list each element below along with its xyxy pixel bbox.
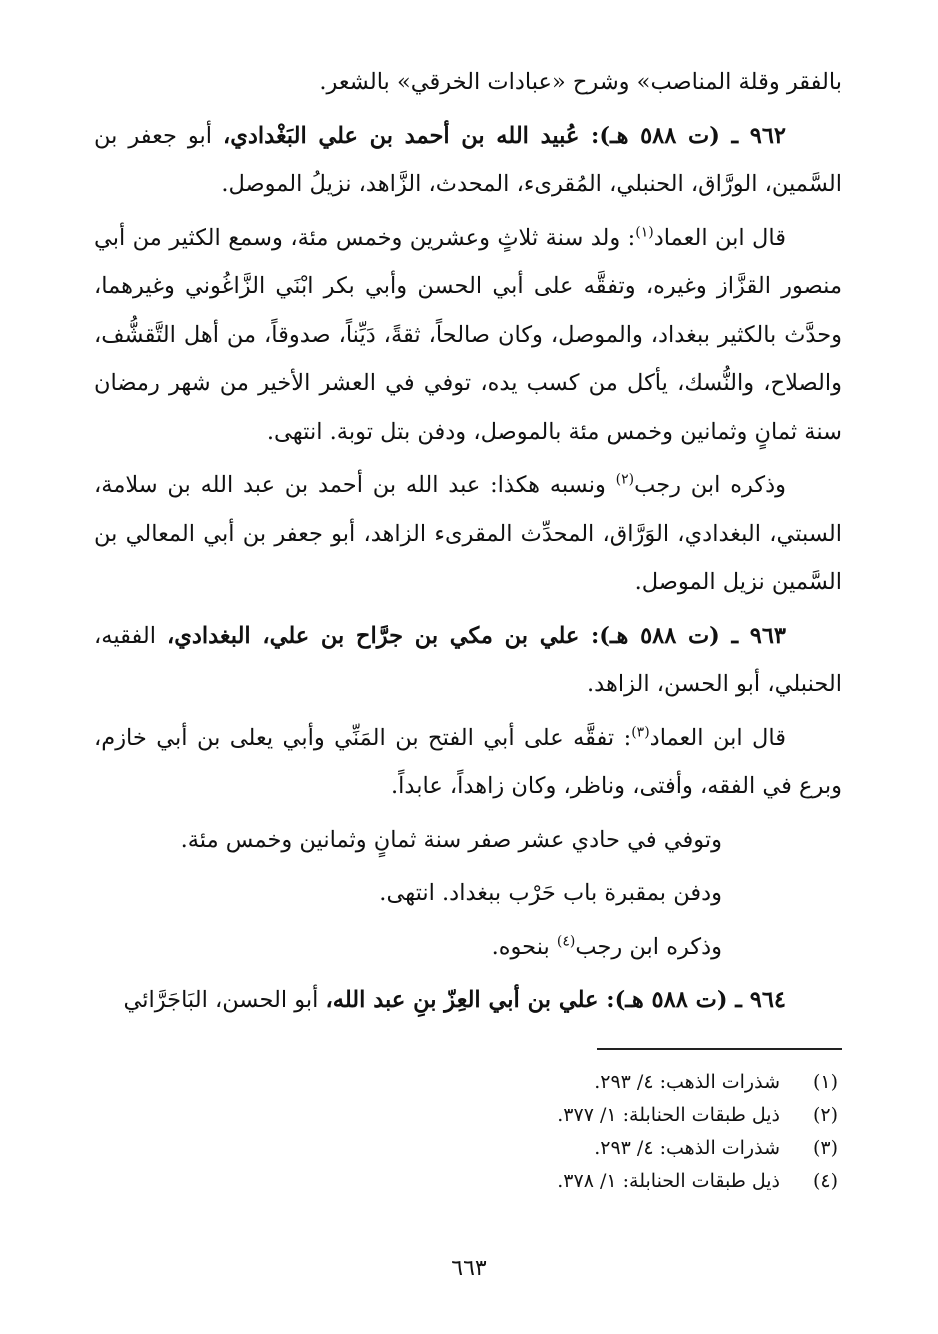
entry-964 — [94, 976, 842, 1025]
footnote-number: (٤) — [812, 1170, 838, 1192]
footnote — [238, 1099, 838, 1132]
footnote — [238, 1132, 838, 1165]
footnote-number: (١) — [812, 1071, 838, 1093]
paragraph-ibn-imad-3: قال ابن العماد$^{(٣)}$: تفقَّه على أبي الفتح بن المَنِّي وأبي يعلى بن أبي خازم، وبرع في الفقه، وأفتى، وناظر، وكان زاهداً، عابداً. — [94, 724, 842, 799]
line-burial: ودفن بمقبرة باب حَرْب ببغداد. انتهى. — [379, 880, 722, 906]
entry-963-heading: ٩٦٣ ـ (ت ٥٨٨ هـ): علي بن مكي بن جرَّاح بن علي، البغدادي، — [166, 622, 786, 649]
footnote-text: ذيل طبقات الحنابلة: ١/ ٣٧٧. — [557, 1104, 780, 1126]
footnote-text: شذرات الذهب: ٤/ ٢٩٣. — [594, 1137, 780, 1159]
footnote-divider — [597, 1048, 842, 1050]
main-text — [94, 58, 842, 1025]
footnote-ref-2: (٢) — [615, 471, 635, 488]
footnote-text: شذرات الذهب: ٤/ ٢٩٣. — [594, 1071, 780, 1093]
entry-964-heading: ٩٦٤ ـ (ت ٥٨٨ هـ): علي بن أبي العِزّ بنِ عبد الله، — [325, 987, 786, 1013]
paragraph-ibn-rajab-4: وذكره ابن رجب$^{(٤)}$ بنحوه. — [491, 933, 722, 960]
footnote-number: (٣) — [812, 1137, 838, 1159]
paragraph-ibn-imad-1: قال ابن العماد$^{(١)}$: ولد سنة ثلاثٍ وعشرين وخمس مئة، وسمع الكثير من أبي منصور القزَّاز وغيره، وتفقَّه على أبي الحسن وأبي بكر ابْنَي الزَّاغُوني وغيرهما، وحدَّث بالكثير ببغداد، والموصل، وكان صالحاً، ثقةً، دَيِّناً، صدوقاً، من أهل التَّقشُّف، والصلاح، والنُّسك، يأكل من كسب يده، توفي في العشر الأخير من شهر رمضان سنة ثمانٍ وثمانين وخمس مئة بالموصل، ودفن بتل توبة. انتهى. — [94, 224, 842, 445]
continuation-line: بالفقر وقلة المناصب» وشرح «عبادات الخرقي» بالشعر. — [319, 69, 842, 95]
footnotes — [238, 1066, 838, 1198]
footnote-ref-1: (١) — [635, 224, 654, 240]
entry-962-heading: ٩٦٢ ـ (ت ٥٨٨ هـ): عُبيد الله بن أحمد بن علي البَغْدادي، — [222, 122, 786, 149]
line-death-date: وتوفي في حادي عشر صفر سنة ثمانٍ وثمانين وخمس مئة. — [180, 826, 722, 853]
entry-964-text: أبو الحسن، البَاجَرَّائي — [123, 987, 326, 1013]
footnote-ref-3: (٣) — [631, 724, 650, 740]
entry-962-text: أبو جعفر بن السَّمين، الورَّاق، الحنبلي، المُقرىء، المحدث، الزَّاهد، نزيلُ الموصل. — [94, 122, 842, 197]
paragraph-ibn-rajab-2: وذكره ابن رجب$^{(٢)}$ ونسبه هكذا: عبد الله بن أحمد بن عبد الله بن سلامة، السبتي، البغدادي، الوَرَّاق، المحدِّث المقرىء الزاهد، أبو جعفر بن أبي المعالي بن السَّمين نزيل الموصل. — [94, 471, 842, 595]
entry-963-text: الفقيه، الحنبلي، أبو الحسن، الزاهد. — [94, 622, 842, 697]
footnote — [238, 1066, 838, 1099]
footnote-number: (٢) — [812, 1104, 838, 1126]
entry-963 — [94, 612, 842, 709]
entry-962 — [94, 112, 842, 209]
footnote-text: ذيل طبقات الحنابلة: ١/ ٣٧٨. — [557, 1170, 780, 1192]
page-number: ٦٦٣ — [451, 1256, 487, 1281]
footnote-ref-4: (٤) — [556, 933, 576, 949]
footnote — [238, 1165, 838, 1198]
